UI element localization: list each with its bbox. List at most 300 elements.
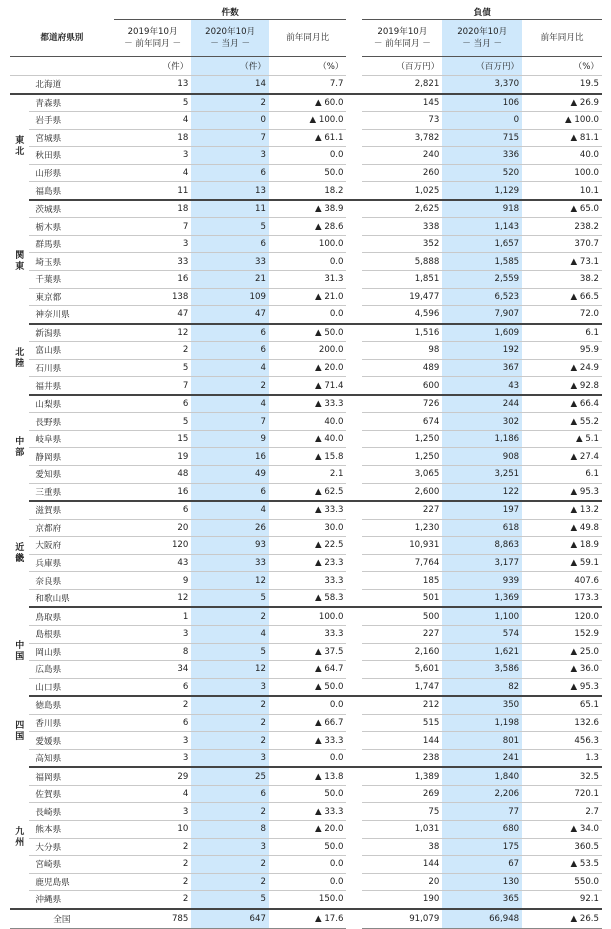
count-curr: 109 — [191, 288, 269, 306]
pref-name: 沖縄県 — [29, 891, 113, 909]
pref-name: 岐阜県 — [29, 430, 113, 448]
pref-name: 三重県 — [29, 483, 113, 501]
count-ratio: ▲ 64.7 — [269, 661, 347, 679]
debt-curr: 1,609 — [442, 324, 522, 342]
count-prev: 1 — [114, 607, 192, 625]
debt-prev: 1,851 — [362, 271, 442, 289]
table-row — [10, 235, 602, 253]
table-row — [10, 395, 602, 413]
count-curr: 2 — [191, 377, 269, 395]
pref-name: 島根県 — [29, 625, 113, 643]
count-curr: 2 — [191, 803, 269, 821]
count-curr: 3 — [191, 678, 269, 696]
count-prev: 2 — [114, 891, 192, 909]
count-ratio: ▲ 13.8 — [269, 767, 347, 785]
debt-ratio: 550.0 — [522, 873, 602, 891]
table-row — [10, 803, 602, 821]
debt-prev: 3,065 — [362, 466, 442, 484]
debt-ratio: ▲ 27.4 — [522, 448, 602, 466]
count-prev: 4 — [114, 112, 192, 130]
debt-curr: 1,186 — [442, 430, 522, 448]
debt-curr: 1,621 — [442, 643, 522, 661]
debt-curr: 520 — [442, 164, 522, 182]
count-ratio: 0.0 — [269, 253, 347, 271]
pref-name: 長野県 — [29, 413, 113, 431]
count-prev: 18 — [114, 200, 192, 218]
debt-ratio: ▲ 36.0 — [522, 661, 602, 679]
table-row — [10, 625, 602, 643]
count-prev: 16 — [114, 483, 192, 501]
region-label: 関 東 — [15, 250, 25, 272]
total-debt-prev: 91,079 — [362, 909, 442, 929]
debt-curr: 715 — [442, 129, 522, 147]
count-ratio: 0.0 — [269, 306, 347, 324]
debt-ratio: 360.5 — [522, 838, 602, 856]
pref-name: 福井県 — [29, 377, 113, 395]
count-ratio: 0.0 — [269, 873, 347, 891]
count-ratio: ▲ 40.0 — [269, 430, 347, 448]
debt-prev: 190 — [362, 891, 442, 909]
count-ratio: ▲ 38.9 — [269, 200, 347, 218]
table-row — [10, 873, 602, 891]
debt-ratio: ▲ 66.5 — [522, 288, 602, 306]
pref-name: 長崎県 — [29, 803, 113, 821]
debt-ratio: ▲ 13.2 — [522, 501, 602, 519]
count-ratio: 150.0 — [269, 891, 347, 909]
count-curr: 2 — [191, 856, 269, 874]
debt-curr: 8,863 — [442, 537, 522, 555]
table-row — [10, 678, 602, 696]
debt-curr: 350 — [442, 696, 522, 714]
count-ratio: ▲ 33.3 — [269, 395, 347, 413]
debt-curr: 3,251 — [442, 466, 522, 484]
debt-ratio: ▲ 59.1 — [522, 554, 602, 572]
debt-ratio: 173.3 — [522, 589, 602, 607]
count-ratio: 50.0 — [269, 164, 347, 182]
debt-curr: 197 — [442, 501, 522, 519]
debt-curr: 241 — [442, 749, 522, 767]
pref-name: 秋田県 — [29, 147, 113, 165]
count-prev: 33 — [114, 253, 192, 271]
count-ratio: ▲ 58.3 — [269, 589, 347, 607]
count-ratio: ▲ 66.7 — [269, 714, 347, 732]
debt-curr: 67 — [442, 856, 522, 874]
pref-name: 東京都 — [29, 288, 113, 306]
count-curr: 12 — [191, 572, 269, 590]
debt-prev: 501 — [362, 589, 442, 607]
debt-ratio: 720.1 — [522, 785, 602, 803]
debt-curr: 192 — [442, 342, 522, 360]
table-row — [10, 767, 602, 785]
debt-curr: 939 — [442, 572, 522, 590]
group-header-row — [10, 4, 602, 20]
count-prev: 12 — [114, 324, 192, 342]
count-curr: 6 — [191, 324, 269, 342]
count-curr: 49 — [191, 466, 269, 484]
count-ratio: ▲ 15.8 — [269, 448, 347, 466]
count-ratio: ▲ 100.0 — [269, 112, 347, 130]
count-prev: 16 — [114, 271, 192, 289]
debt-curr-header: 2020年10月 － 当月 － — [442, 20, 522, 57]
debt-curr: 908 — [442, 448, 522, 466]
debt-ratio: 19.5 — [522, 76, 602, 94]
debt-prev: 7,764 — [362, 554, 442, 572]
pref-header: 都道府県別 — [10, 20, 114, 57]
table-row — [10, 271, 602, 289]
count-curr: 14 — [191, 76, 269, 94]
count-ratio: 33.3 — [269, 572, 347, 590]
debt-curr: 0 — [442, 112, 522, 130]
count-curr: 6 — [191, 342, 269, 360]
count-prev: 7 — [114, 218, 192, 236]
debt-ratio: 132.6 — [522, 714, 602, 732]
count-curr: 8 — [191, 820, 269, 838]
debt-prev-header: 2019年10月 － 前年同月 － — [362, 20, 442, 57]
debt-curr: 365 — [442, 891, 522, 909]
count-prev: 47 — [114, 306, 192, 324]
count-ratio: ▲ 28.6 — [269, 218, 347, 236]
count-curr: 2 — [191, 714, 269, 732]
debt-curr: 106 — [442, 94, 522, 112]
pref-name: 山口県 — [29, 678, 113, 696]
debt-ratio: ▲ 25.0 — [522, 643, 602, 661]
pref-name: 宮崎県 — [29, 856, 113, 874]
debt-curr: 1,198 — [442, 714, 522, 732]
count-curr: 0 — [191, 112, 269, 130]
debt-prev: 227 — [362, 625, 442, 643]
count-curr: 2 — [191, 94, 269, 112]
count-curr: 16 — [191, 448, 269, 466]
count-ratio-header: 前年同月比 — [269, 20, 347, 57]
pref-name: 徳島県 — [29, 696, 113, 714]
bankruptcy-table — [10, 4, 602, 929]
debt-curr: 2,206 — [442, 785, 522, 803]
count-prev: 6 — [114, 714, 192, 732]
debt-curr: 1,657 — [442, 235, 522, 253]
table-row — [10, 785, 602, 803]
debt-curr: 918 — [442, 200, 522, 218]
count-curr: 3 — [191, 147, 269, 165]
table-row — [10, 483, 602, 501]
pref-name: 鳥取県 — [29, 607, 113, 625]
pref-name: 青森県 — [29, 94, 113, 112]
unit-debt-ratio: （%） — [522, 57, 602, 76]
debt-prev: 2,821 — [362, 76, 442, 94]
debt-ratio: ▲ 49.8 — [522, 519, 602, 537]
table-row — [10, 147, 602, 165]
table-row — [10, 164, 602, 182]
table-row — [10, 589, 602, 607]
debt-ratio: ▲ 53.5 — [522, 856, 602, 874]
table-row — [10, 856, 602, 874]
debt-curr: 77 — [442, 803, 522, 821]
count-ratio: 100.0 — [269, 235, 347, 253]
table-row — [10, 519, 602, 537]
pref-name: 茨城県 — [29, 200, 113, 218]
count-prev: 5 — [114, 94, 192, 112]
count-prev: 2 — [114, 873, 192, 891]
debt-curr: 574 — [442, 625, 522, 643]
count-curr: 5 — [191, 643, 269, 661]
debt-ratio: ▲ 65.0 — [522, 200, 602, 218]
count-prev: 6 — [114, 501, 192, 519]
debt-prev: 1,025 — [362, 182, 442, 200]
count-ratio: 0.0 — [269, 147, 347, 165]
count-prev: 2 — [114, 856, 192, 874]
table-row — [10, 324, 602, 342]
count-curr: 6 — [191, 235, 269, 253]
table-row — [10, 554, 602, 572]
pref-name: 新潟県 — [29, 324, 113, 342]
count-curr: 5 — [191, 589, 269, 607]
table-row — [10, 112, 602, 130]
count-prev: 3 — [114, 625, 192, 643]
table-row — [10, 76, 602, 94]
count-prev: 138 — [114, 288, 192, 306]
debt-ratio: 92.1 — [522, 891, 602, 909]
count-ratio: ▲ 37.5 — [269, 643, 347, 661]
debt-ratio: ▲ 55.2 — [522, 413, 602, 431]
pref-name: 熊本県 — [29, 820, 113, 838]
column-header-row — [10, 20, 602, 57]
debt-prev: 338 — [362, 218, 442, 236]
debt-ratio: 10.1 — [522, 182, 602, 200]
debt-prev: 674 — [362, 413, 442, 431]
count-ratio: ▲ 62.5 — [269, 483, 347, 501]
table-row — [10, 129, 602, 147]
debt-ratio: 407.6 — [522, 572, 602, 590]
count-curr: 9 — [191, 430, 269, 448]
count-ratio: ▲ 23.3 — [269, 554, 347, 572]
pref-name: 山形県 — [29, 164, 113, 182]
pref-name: 岡山県 — [29, 643, 113, 661]
table-row — [10, 377, 602, 395]
debt-ratio: 6.1 — [522, 324, 602, 342]
table-row — [10, 891, 602, 909]
table-row — [10, 94, 602, 112]
debt-prev: 1,250 — [362, 448, 442, 466]
table-row — [10, 218, 602, 236]
debt-curr: 367 — [442, 359, 522, 377]
debt-prev: 5,888 — [362, 253, 442, 271]
region-label: 中 国 — [15, 640, 25, 662]
count-prev: 6 — [114, 678, 192, 696]
count-curr: 6 — [191, 483, 269, 501]
table-row — [10, 696, 602, 714]
debt-curr: 122 — [442, 483, 522, 501]
count-curr: 47 — [191, 306, 269, 324]
count-prev: 11 — [114, 182, 192, 200]
debt-prev: 227 — [362, 501, 442, 519]
debt-prev: 5,601 — [362, 661, 442, 679]
count-curr: 4 — [191, 501, 269, 519]
table-body — [10, 4, 602, 928]
count-curr: 5 — [191, 218, 269, 236]
count-prev: 10 — [114, 820, 192, 838]
debt-prev: 352 — [362, 235, 442, 253]
count-curr: 21 — [191, 271, 269, 289]
count-prev: 4 — [114, 164, 192, 182]
pref-name: 奈良県 — [29, 572, 113, 590]
count-ratio: ▲ 33.3 — [269, 803, 347, 821]
count-ratio: ▲ 33.3 — [269, 501, 347, 519]
unit-count-ratio: （%） — [269, 57, 347, 76]
debt-ratio: ▲ 95.3 — [522, 678, 602, 696]
count-prev: 43 — [114, 554, 192, 572]
units-row — [10, 57, 602, 76]
count-curr: 13 — [191, 182, 269, 200]
count-prev: 9 — [114, 572, 192, 590]
count-ratio: 50.0 — [269, 838, 347, 856]
count-curr: 33 — [191, 554, 269, 572]
pref-name: 福岡県 — [29, 767, 113, 785]
count-ratio: 18.2 — [269, 182, 347, 200]
count-ratio: ▲ 50.0 — [269, 324, 347, 342]
table-row — [10, 749, 602, 767]
pref-name: 佐賀県 — [29, 785, 113, 803]
debt-prev: 726 — [362, 395, 442, 413]
count-curr: 4 — [191, 625, 269, 643]
debt-ratio: ▲ 5.1 — [522, 430, 602, 448]
total-row — [10, 909, 602, 929]
debt-curr: 1,100 — [442, 607, 522, 625]
debt-prev: 1,516 — [362, 324, 442, 342]
debt-prev: 2,625 — [362, 200, 442, 218]
count-ratio: ▲ 33.3 — [269, 732, 347, 750]
debt-prev: 240 — [362, 147, 442, 165]
count-ratio: 0.0 — [269, 749, 347, 767]
count-ratio: 100.0 — [269, 607, 347, 625]
pref-name: 山梨県 — [29, 395, 113, 413]
debt-ratio: 2.7 — [522, 803, 602, 821]
debt-prev: 98 — [362, 342, 442, 360]
debt-curr: 3,177 — [442, 554, 522, 572]
total-count-curr: 647 — [191, 909, 269, 929]
pref-name: 福島県 — [29, 182, 113, 200]
debt-curr: 130 — [442, 873, 522, 891]
count-curr: 25 — [191, 767, 269, 785]
region-label: 北 陸 — [15, 348, 25, 370]
table-row — [10, 448, 602, 466]
debt-ratio: ▲ 81.1 — [522, 129, 602, 147]
count-ratio: ▲ 21.0 — [269, 288, 347, 306]
pref-name: 愛知県 — [29, 466, 113, 484]
total-count-ratio: ▲ 17.6 — [269, 909, 347, 929]
count-prev: 3 — [114, 235, 192, 253]
region-label: 四 国 — [15, 720, 25, 742]
table-row — [10, 607, 602, 625]
debt-curr: 244 — [442, 395, 522, 413]
debt-curr: 618 — [442, 519, 522, 537]
pref-name: 兵庫県 — [29, 554, 113, 572]
region-label: 九 州 — [15, 826, 25, 848]
count-curr: 2 — [191, 607, 269, 625]
table-row — [10, 714, 602, 732]
debt-curr: 1,840 — [442, 767, 522, 785]
debt-prev: 489 — [362, 359, 442, 377]
pref-name: 鹿児島県 — [29, 873, 113, 891]
pref-name: 千葉県 — [29, 271, 113, 289]
debt-prev: 1,747 — [362, 678, 442, 696]
debt-prev: 2,600 — [362, 483, 442, 501]
total-debt-curr: 66,948 — [442, 909, 522, 929]
debt-curr: 3,370 — [442, 76, 522, 94]
debt-ratio: 120.0 — [522, 607, 602, 625]
debt-ratio: 72.0 — [522, 306, 602, 324]
debt-curr: 680 — [442, 820, 522, 838]
table-row — [10, 537, 602, 555]
debt-prev: 269 — [362, 785, 442, 803]
count-ratio: 31.3 — [269, 271, 347, 289]
debt-ratio: ▲ 100.0 — [522, 112, 602, 130]
count-curr-header: 2020年10月 － 当月 － — [191, 20, 269, 57]
debt-prev: 212 — [362, 696, 442, 714]
debt-prev: 515 — [362, 714, 442, 732]
pref-name: 栃木県 — [29, 218, 113, 236]
count-curr: 93 — [191, 537, 269, 555]
total-count-prev: 785 — [114, 909, 192, 929]
table-row — [10, 661, 602, 679]
count-ratio: 50.0 — [269, 785, 347, 803]
debt-ratio: 238.2 — [522, 218, 602, 236]
debt-group-label: 負債 — [362, 4, 602, 20]
count-prev: 29 — [114, 767, 192, 785]
count-prev: 3 — [114, 732, 192, 750]
debt-curr: 6,523 — [442, 288, 522, 306]
region-label: 近 畿 — [15, 543, 25, 565]
count-ratio: 30.0 — [269, 519, 347, 537]
debt-ratio: 38.2 — [522, 271, 602, 289]
debt-ratio: 456.3 — [522, 732, 602, 750]
pref-name: 大分県 — [29, 838, 113, 856]
debt-prev: 144 — [362, 732, 442, 750]
debt-prev: 38 — [362, 838, 442, 856]
debt-prev: 20 — [362, 873, 442, 891]
count-curr: 2 — [191, 696, 269, 714]
debt-curr: 43 — [442, 377, 522, 395]
count-curr: 5 — [191, 891, 269, 909]
debt-ratio: 370.7 — [522, 235, 602, 253]
debt-curr: 82 — [442, 678, 522, 696]
debt-prev: 4,596 — [362, 306, 442, 324]
count-curr: 3 — [191, 838, 269, 856]
count-prev: 120 — [114, 537, 192, 555]
debt-curr: 302 — [442, 413, 522, 431]
pref-name: 静岡県 — [29, 448, 113, 466]
pref-name: 広島県 — [29, 661, 113, 679]
table-row — [10, 430, 602, 448]
unit-count-curr: （件） — [191, 57, 269, 76]
region-label — [10, 76, 29, 94]
debt-ratio: ▲ 66.4 — [522, 395, 602, 413]
debt-curr: 1,143 — [442, 218, 522, 236]
count-curr: 11 — [191, 200, 269, 218]
debt-ratio: ▲ 95.3 — [522, 483, 602, 501]
count-prev: 34 — [114, 661, 192, 679]
pref-name: 和歌山県 — [29, 589, 113, 607]
debt-ratio-header: 前年同月比 — [522, 20, 602, 57]
count-group-label: 件数 — [114, 4, 347, 20]
count-curr: 3 — [191, 749, 269, 767]
count-ratio: ▲ 71.4 — [269, 377, 347, 395]
count-prev: 3 — [114, 749, 192, 767]
table-row — [10, 838, 602, 856]
count-ratio: 200.0 — [269, 342, 347, 360]
debt-ratio: ▲ 26.9 — [522, 94, 602, 112]
count-prev: 5 — [114, 359, 192, 377]
table-row — [10, 732, 602, 750]
count-ratio: 7.7 — [269, 76, 347, 94]
